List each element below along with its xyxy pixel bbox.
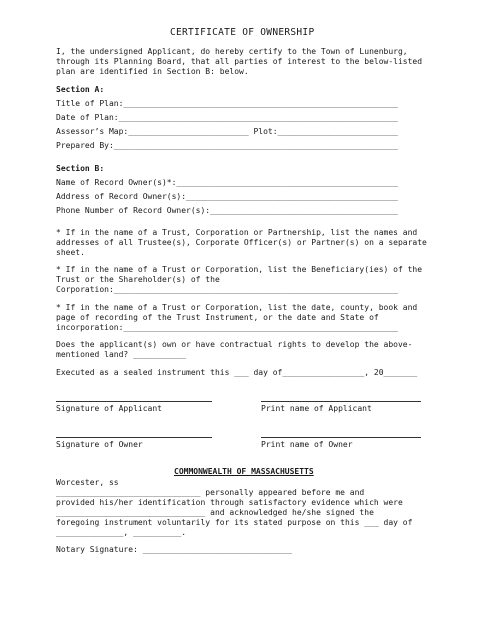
signature-of-owner-label: Signature of Owner bbox=[56, 440, 143, 449]
executed-date-field[interactable]: Executed as a sealed instrument this ___ day of_________________, 20_______ bbox=[56, 368, 418, 377]
note-trust-line: sheet. bbox=[56, 248, 85, 257]
rights-question-line: Does the applicant(s) own or have contractual rights to develop the above- bbox=[56, 340, 413, 349]
owner-print-name-line[interactable] bbox=[261, 437, 421, 438]
assessors-map-plot-field[interactable]: Assessor’s Map:_________________________ Plot:_________________________ bbox=[56, 127, 398, 136]
print-name-of-applicant-label: Print name of Applicant bbox=[261, 404, 372, 413]
document-title: CERTIFICATE OF OWNERSHIP bbox=[170, 27, 315, 38]
owner-signature-line[interactable] bbox=[56, 437, 212, 438]
note-trust-line: addresses of all Trustee(s), Corporate Officer(s) or Partner(s) on a separate bbox=[56, 238, 427, 247]
appeared-before-line[interactable]: ______________________________ personally appeared before me and bbox=[56, 488, 365, 497]
rights-answer-field[interactable]: mentioned land? ___________ bbox=[56, 350, 187, 359]
intro-line: I, the undersigned Applicant, do hereby certify to the Town of Lunenburg, bbox=[56, 47, 408, 56]
commonwealth-heading: COMMONWEALTH OF MASSACHUSETTS bbox=[174, 467, 314, 476]
county-label: Worcester, ss bbox=[56, 478, 119, 487]
note-beneficiary-line: * If in the name of a Trust or Corporation, list the Beneficiary(ies) of the bbox=[56, 265, 423, 274]
record-owner-address-field[interactable]: Address of Record Owner(s):____________________________________________ bbox=[56, 192, 398, 201]
print-name-of-owner-label: Print name of Owner bbox=[261, 440, 353, 449]
intro-line: through its Planning Board, that all parties of interest to the below-listed bbox=[56, 57, 423, 66]
prepared-by-field[interactable]: Prepared By:___________________________________________________________ bbox=[56, 141, 398, 150]
notary-signature-field[interactable]: Notary Signature: _______________________________ bbox=[56, 545, 293, 554]
note-trust-line: * If in the name of a Trust, Corporation or Partnership, list the names and bbox=[56, 228, 418, 237]
record-owner-phone-field[interactable]: Phone Number of Record Owner(s):_______________________________________ bbox=[56, 206, 398, 215]
title-of-plan-field[interactable]: Title of Plan:_________________________________________________________ bbox=[56, 99, 398, 108]
applicant-signature-line[interactable] bbox=[56, 401, 212, 402]
date-of-plan-field[interactable]: Date of Plan:__________________________________________________________ bbox=[56, 113, 398, 122]
corporation-field[interactable]: Corporation:___________________________________________________________ bbox=[56, 285, 398, 294]
signature-of-applicant-label: Signature of Applicant bbox=[56, 404, 162, 413]
notary-date-field[interactable]: ______________, __________. bbox=[56, 528, 187, 537]
note-recording-line: page of recording of the Trust Instrument, or the date and State of bbox=[56, 313, 379, 322]
identification-line: provided his/her identification through satisfactory evidence which were bbox=[56, 498, 403, 507]
record-owner-name-field[interactable]: Name of Record Owner(s)*:______________________________________________ bbox=[56, 178, 398, 187]
incorporation-field[interactable]: incorporation:_________________________________________________________ bbox=[56, 323, 398, 332]
section-a-heading: Section A: bbox=[56, 85, 105, 94]
intro-line: plan are identified in Section B: below. bbox=[56, 67, 249, 76]
applicant-print-name-line[interactable] bbox=[261, 401, 421, 402]
instrument-line[interactable]: foregoing instrument voluntarily for its stated purpose on this ___ day of bbox=[56, 518, 413, 527]
section-b-heading: Section B: bbox=[56, 164, 105, 173]
note-recording-line: * If in the name of a Trust or Corporation, list the date, county, book and bbox=[56, 303, 418, 312]
note-beneficiary-line: Trust or the Shareholder(s) of the bbox=[56, 275, 220, 284]
evidence-field[interactable]: _______________________________ and acknowledged he/she signed the bbox=[56, 508, 374, 517]
